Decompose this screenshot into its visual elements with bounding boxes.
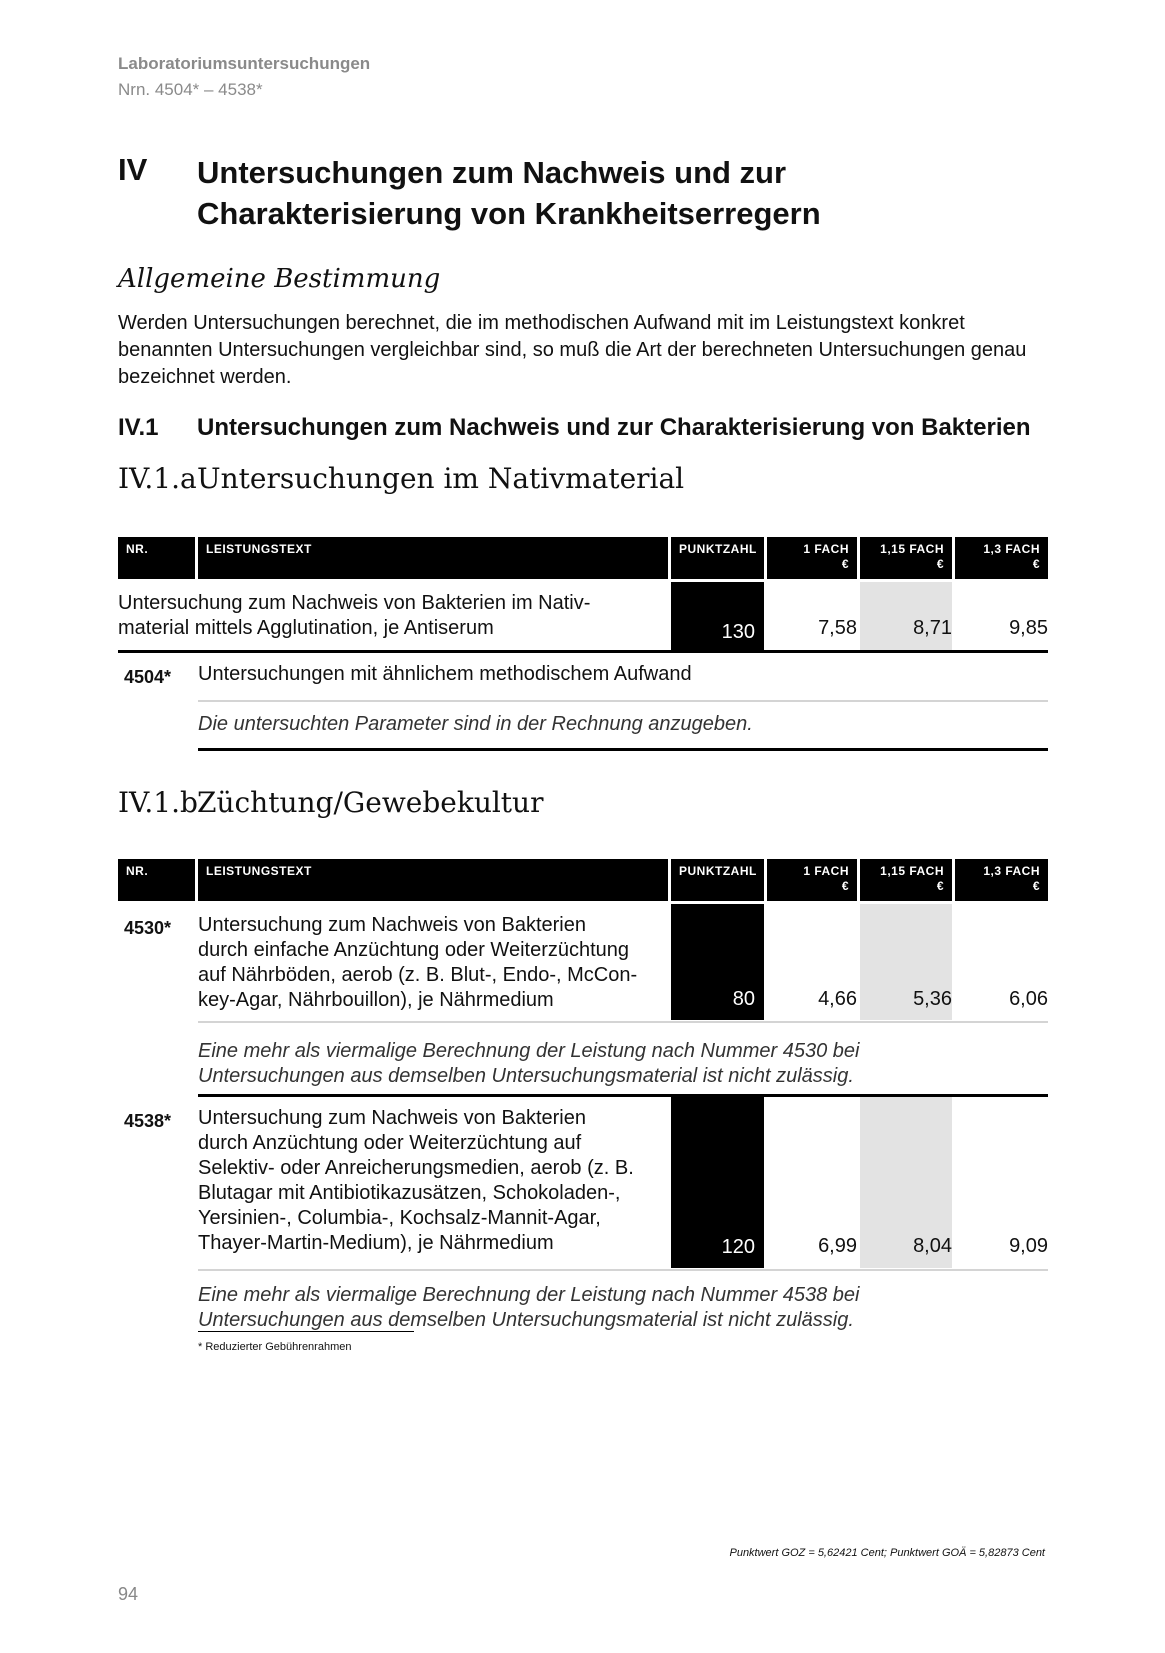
item-4530-line1: Untersuchung zum Nachweis von Bakterien <box>198 914 586 936</box>
th-115fach <box>860 859 952 901</box>
group-a-text <box>118 591 658 641</box>
item-4538-rule <box>198 1269 1048 1271</box>
group-a-13fach: 9,85 <box>1009 617 1048 639</box>
item-4530-line4: key-Agar, Nährbouillon), je Nährmedium <box>198 989 554 1011</box>
table-row-4538 <box>118 1097 1048 1268</box>
punktwert-note: Punktwert GOZ = 5,62421 Cent; Punktwert GOÄ = 5,82873 Cent <box>729 1547 1045 1559</box>
item-4538-line5: Yersinien-, Columbia-, Kochsalz-Mannit-Agar, <box>198 1207 601 1229</box>
th-115fach <box>860 537 952 579</box>
item-4530-note-line2: Untersuchungen aus demselben Untersuchungsmaterial ist nicht zulässig. <box>198 1065 854 1087</box>
running-subtitle: Nrn. 4504* – 4538* <box>118 80 263 99</box>
table-b-header <box>118 859 1048 901</box>
item-4538-line1: Untersuchung zum Nachweis von Bakterien <box>198 1107 586 1129</box>
item-4504-note: Die untersuchten Parameter sind in der Rechnung anzugeben. <box>198 713 753 735</box>
th-115fach-currency: € <box>936 879 944 893</box>
item-4530-115fach: 5,36 <box>913 988 952 1010</box>
table-a-group-row <box>118 582 1048 650</box>
footnote-rule <box>198 1331 414 1332</box>
item-4530-1fach: 4,66 <box>818 988 857 1010</box>
th-13fach-label: 1,3 FACH <box>983 864 1040 878</box>
th-13fach-currency: € <box>1032 879 1040 893</box>
item-4538-13fach: 9,09 <box>1009 1235 1048 1257</box>
th-115fach-label: 1,15 FACH <box>880 542 944 556</box>
group-a-115fach: 8,71 <box>913 617 952 639</box>
item-4504-rule <box>198 700 1048 702</box>
th-leistungstext: LEISTUNGSTEXT <box>198 537 668 579</box>
item-4538-line6: Thayer-Martin-Medium), je Nährmedium <box>198 1232 554 1254</box>
th-115fach-label: 1,15 FACH <box>880 864 944 878</box>
group-a-text-line1: Untersuchung zum Nachweis von Bakterien im Nativ- <box>118 592 591 614</box>
chapter-title-line2: Charakterisierung von Krankheitserregern <box>197 196 821 231</box>
item-4530-rule <box>198 1021 1048 1023</box>
item-4538-text <box>198 1106 668 1256</box>
th-13fach-currency: € <box>1032 557 1040 571</box>
item-4538-punktzahl: 120 <box>671 1097 764 1268</box>
group-a-text-line2: material mittels Agglutination, je Antiserum <box>118 617 494 639</box>
section-title: Untersuchungen zum Nachweis und zur Charakterisierung von Bakterien <box>197 414 1031 441</box>
group-a-punktzahl: 130 <box>671 582 764 650</box>
item-4538-note <box>198 1283 1048 1333</box>
th-nr: NR. <box>118 859 195 901</box>
table-a-header <box>118 537 1048 579</box>
th-punktzahl: PUNKTZAHL <box>671 537 764 579</box>
item-4538-line2: durch Anzüchtung oder Weiterzüchtung auf <box>198 1132 582 1154</box>
item-4530-note-line1: Eine mehr als viermalige Berechnung der Leistung nach Nummer 4530 bei <box>198 1040 860 1062</box>
table-row-4530 <box>118 904 1048 1020</box>
th-1fach <box>767 537 857 579</box>
th-nr: NR. <box>118 537 195 579</box>
th-leistungstext: LEISTUNGSTEXT <box>198 859 668 901</box>
item-4504-text: Untersuchungen mit ähnlichem methodischem Aufwand <box>198 663 692 685</box>
item-4538-note-line1: Eine mehr als viermalige Berechnung der Leistung nach Nummer 4538 bei <box>198 1284 860 1306</box>
item-4530-line2: durch einfache Anzüchtung oder Weiterzüchtung <box>198 939 630 961</box>
group-a-1fach: 7,58 <box>818 617 857 639</box>
item-4530-line3: auf Nährböden, aerob (z. B. Blut-, Endo-, McCon- <box>198 964 638 986</box>
item-4538-1fach: 6,99 <box>818 1235 857 1257</box>
subsection-b-title: Züchtung/Gewebekultur <box>197 786 544 819</box>
table-a-rule <box>118 650 1048 653</box>
item-4538-line3: Selektiv- oder Anreicherungsmedien, aerob (z. B. <box>198 1157 634 1179</box>
chapter-title-line1: Untersuchungen zum Nachweis und zur <box>197 155 787 190</box>
item-4530-nr: 4530* <box>124 918 172 938</box>
page-number: 94 <box>118 1584 139 1604</box>
th-1fach <box>767 859 857 901</box>
subsection-a-heading <box>118 462 684 495</box>
subsection-a-number: IV.1.a <box>118 462 197 495</box>
item-4538-nr: 4538* <box>124 1111 172 1131</box>
item-4530-text <box>198 913 668 1013</box>
item-4530-13fach: 6,06 <box>1009 988 1048 1010</box>
th-115fach-currency: € <box>936 557 944 571</box>
item-4538-line4: Blutagar mit Antibiotikazusätzen, Schokoladen-, <box>198 1182 621 1204</box>
table-a-end-rule <box>198 748 1048 751</box>
section-number: IV.1 <box>118 414 159 441</box>
th-1fach-currency: € <box>841 557 849 571</box>
chapter-title <box>197 152 821 234</box>
footnote: * Reduzierter Gebührenrahmen <box>198 1341 352 1353</box>
th-13fach <box>955 537 1048 579</box>
item-4504-nr: 4504* <box>124 667 172 687</box>
item-4538-115fach: 8,04 <box>913 1235 952 1257</box>
subsection-a-title: Untersuchungen im Nativmaterial <box>197 462 685 495</box>
item-4530-punktzahl: 80 <box>671 904 764 1020</box>
th-13fach <box>955 859 1048 901</box>
chapter-number: IV <box>118 152 148 187</box>
running-title: Laboratoriumsuntersuchungen <box>118 54 371 73</box>
allgemeine-bestimmung-text: Werden Untersuchungen berechnet, die im methodischen Aufwand mit im Leistungstext konkret benannten Untersuchungen vergleichbar sind, so muß die Art der berechneten Untersuchungen genau bezeichnet werden. <box>118 312 1027 388</box>
subsection-b-number: IV.1.b <box>118 786 198 819</box>
item-4530-note <box>198 1039 1048 1089</box>
th-1fach-currency: € <box>841 879 849 893</box>
th-punktzahl: PUNKTZAHL <box>671 859 764 901</box>
subsection-b-heading <box>118 786 543 819</box>
th-13fach-label: 1,3 FACH <box>983 542 1040 556</box>
th-1fach-label: 1 FACH <box>803 864 849 878</box>
item-4538-note-line2: Untersuchungen aus demselben Untersuchungsmaterial ist nicht zulässig. <box>198 1309 854 1331</box>
allgemeine-bestimmung-heading: Allgemeine Bestimmung <box>118 264 441 294</box>
th-1fach-label: 1 FACH <box>803 542 849 556</box>
